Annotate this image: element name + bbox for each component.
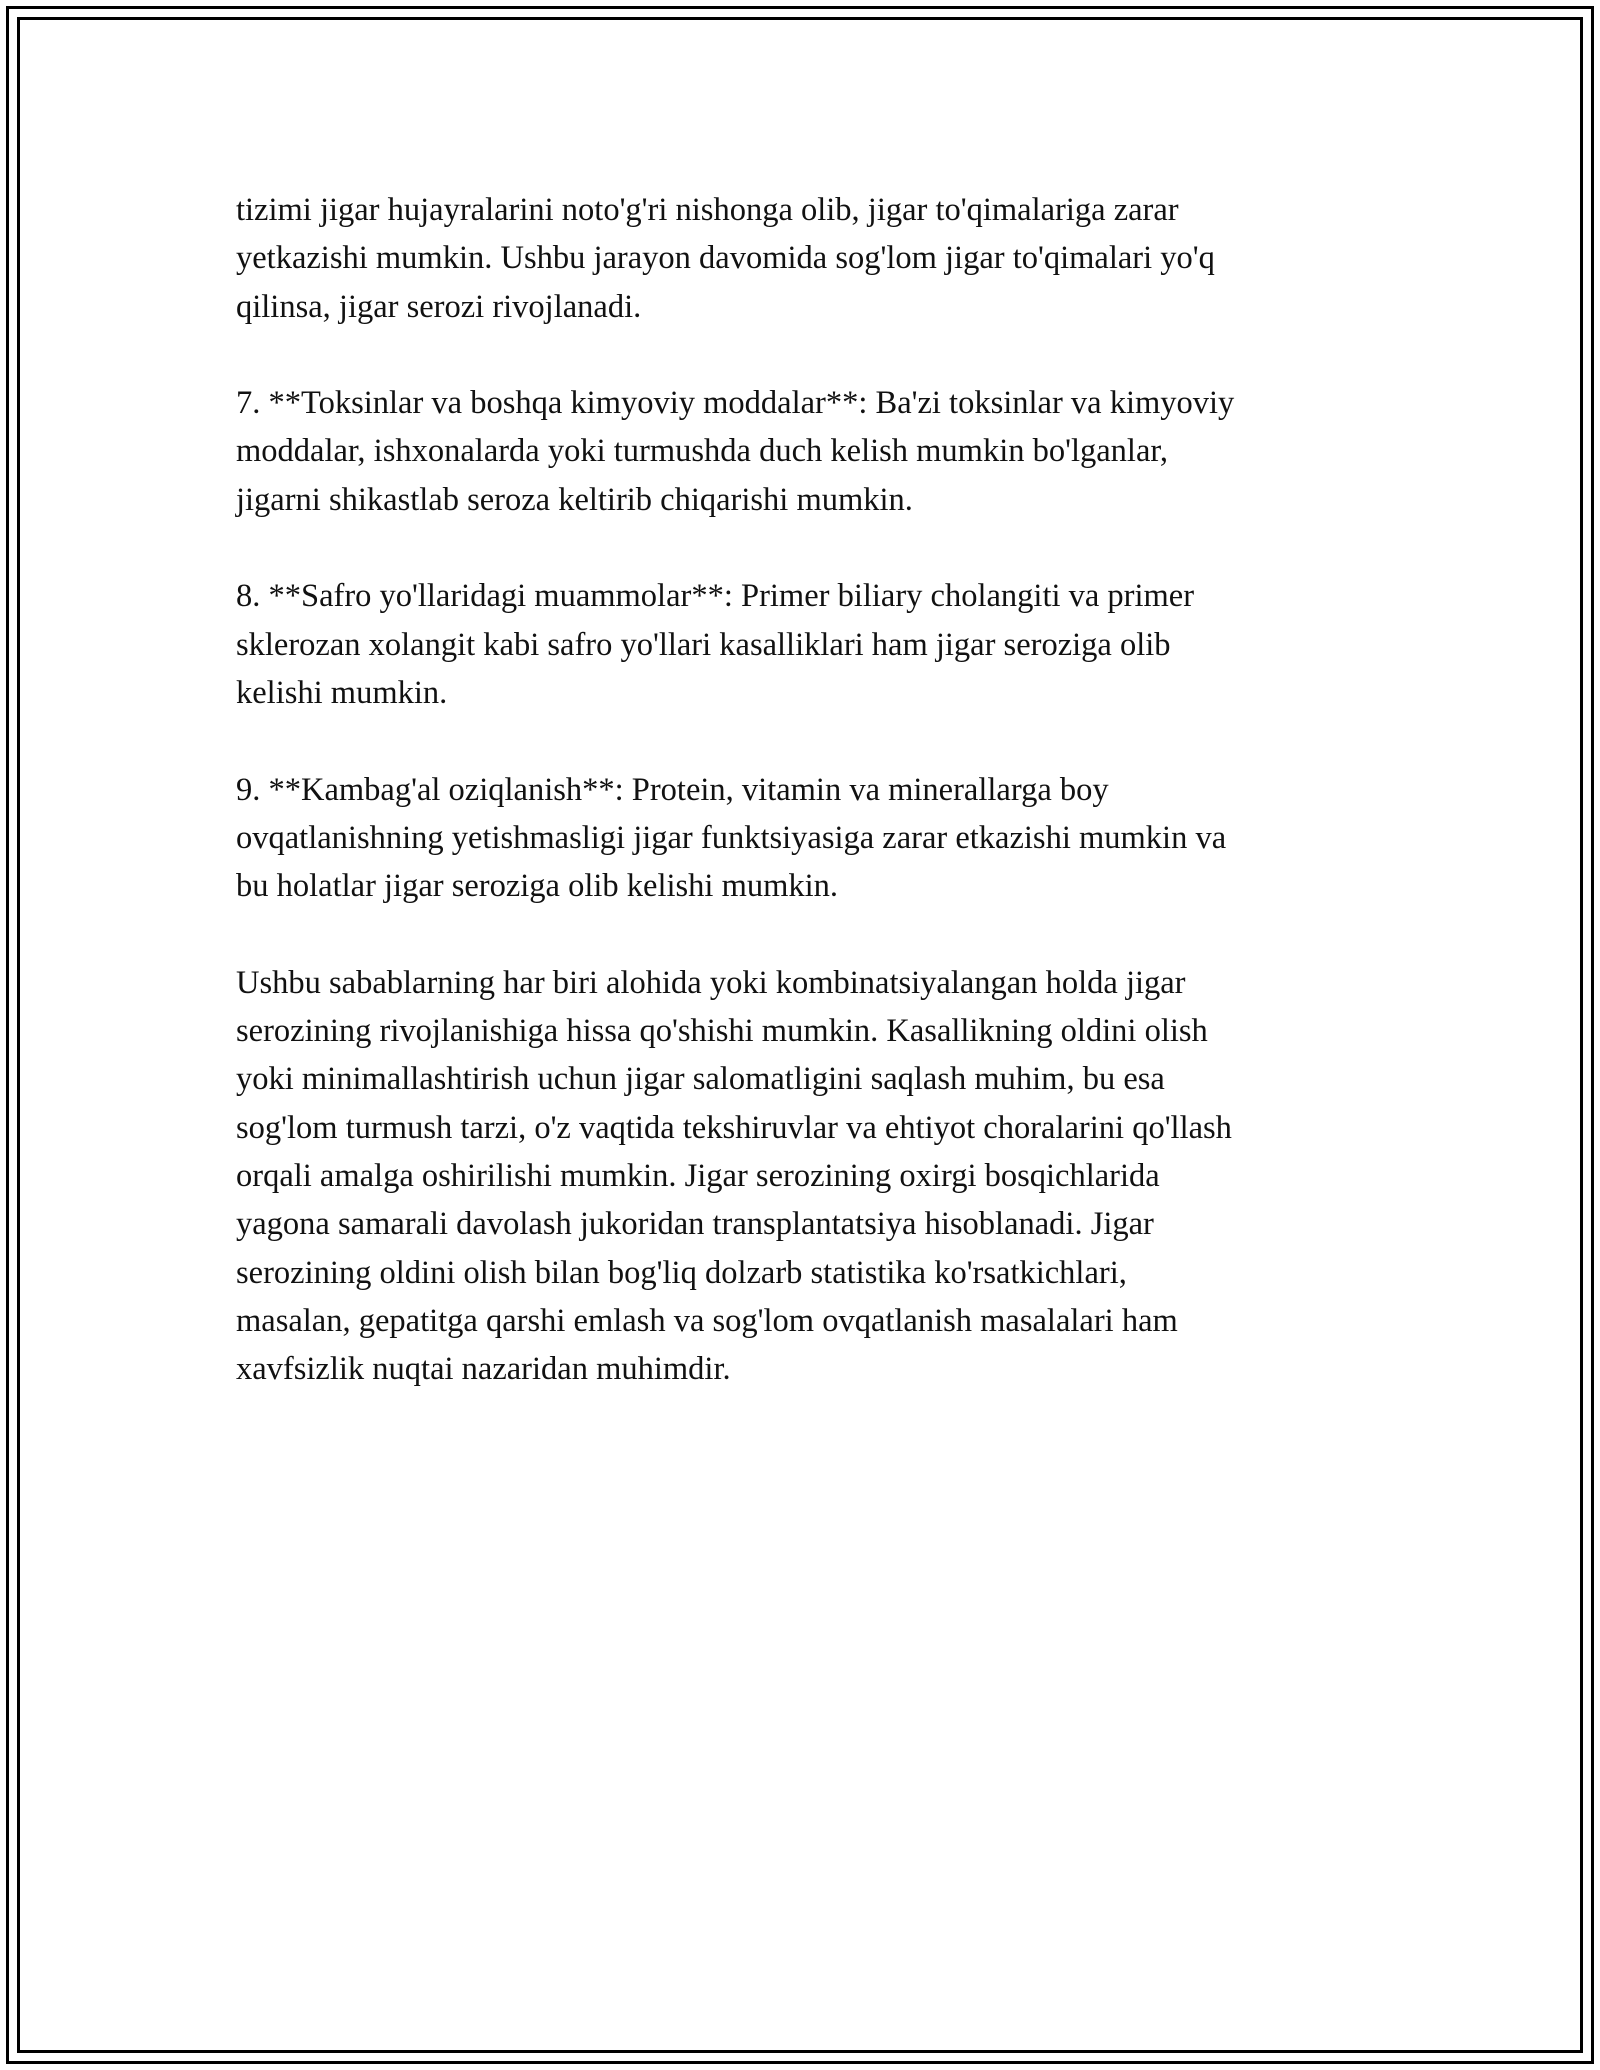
document-body bbox=[236, 186, 1376, 1442]
paragraph-conclusion: Ushbu sabablarning har biri alohida yoki kombinatsiyalangan holda jigar serozining rivojlanishiga hissa qo'shishi mumkin. Kasallikning oldini olish yoki minimallashtirish uchun jigar salomatligini saqlash muhim, bu esa sog'lom turmush tarzi, o'z vaqtida tekshiruvlar va ehtiyot choralarini qo'llash orqali amalga oshirilishi mumkin. Jigar serozining oxirgi bosqichlarida yagona samarali davolash jukoridan transplantatsiya hisoblanadi. Jigar serozining oldini olish bilan bog'liq dolzarb statistika ko'rsatkichlari, masalan, gepatitga qarshi emlash va sog'lom ovqatlanish masalalari ham xavfsizlik nuqtai nazaridan muhimdir. bbox=[236, 964, 1232, 1388]
paragraph-autoimmune-continuation: tizimi jigar hujayralarini noto'g'ri nishonga olib, jigar to'qimalariga zarar yetkazishi mumkin. Ushbu jarayon davomida sog'lom jigar to'qimalari yo'q qilinsa, jigar serozi rivojlanadi. bbox=[236, 192, 1215, 325]
paragraph-toxins: 7. **Toksinlar va boshqa kimyoviy moddalar**: Ba'zi toksinlar va kimyoviy moddalar, ishxonalarda yoki turmushda duch kelish mumkin bo'lganlar, jigarni shikastlab seroza keltirib chiqarishi mumkin. bbox=[236, 385, 1235, 518]
paragraph-bile-ducts: 8. **Safro yo'llaridagi muammolar**: Primer biliary cholangiti va primer sklerozan xolangit kabi safro yo'llari kasalliklari ham jigar seroziga olib kelishi mumkin. bbox=[236, 578, 1195, 711]
paragraph-poor-nutrition: 9. **Kambag'al oziqlanish**: Protein, vitamin va minerallarga boy ovqatlanishning yetishmasligi jigar funktsiyasiga zarar etkazishi mumkin va bu holatlar jigar seroziga olib kelishi mumkin. bbox=[236, 771, 1227, 905]
